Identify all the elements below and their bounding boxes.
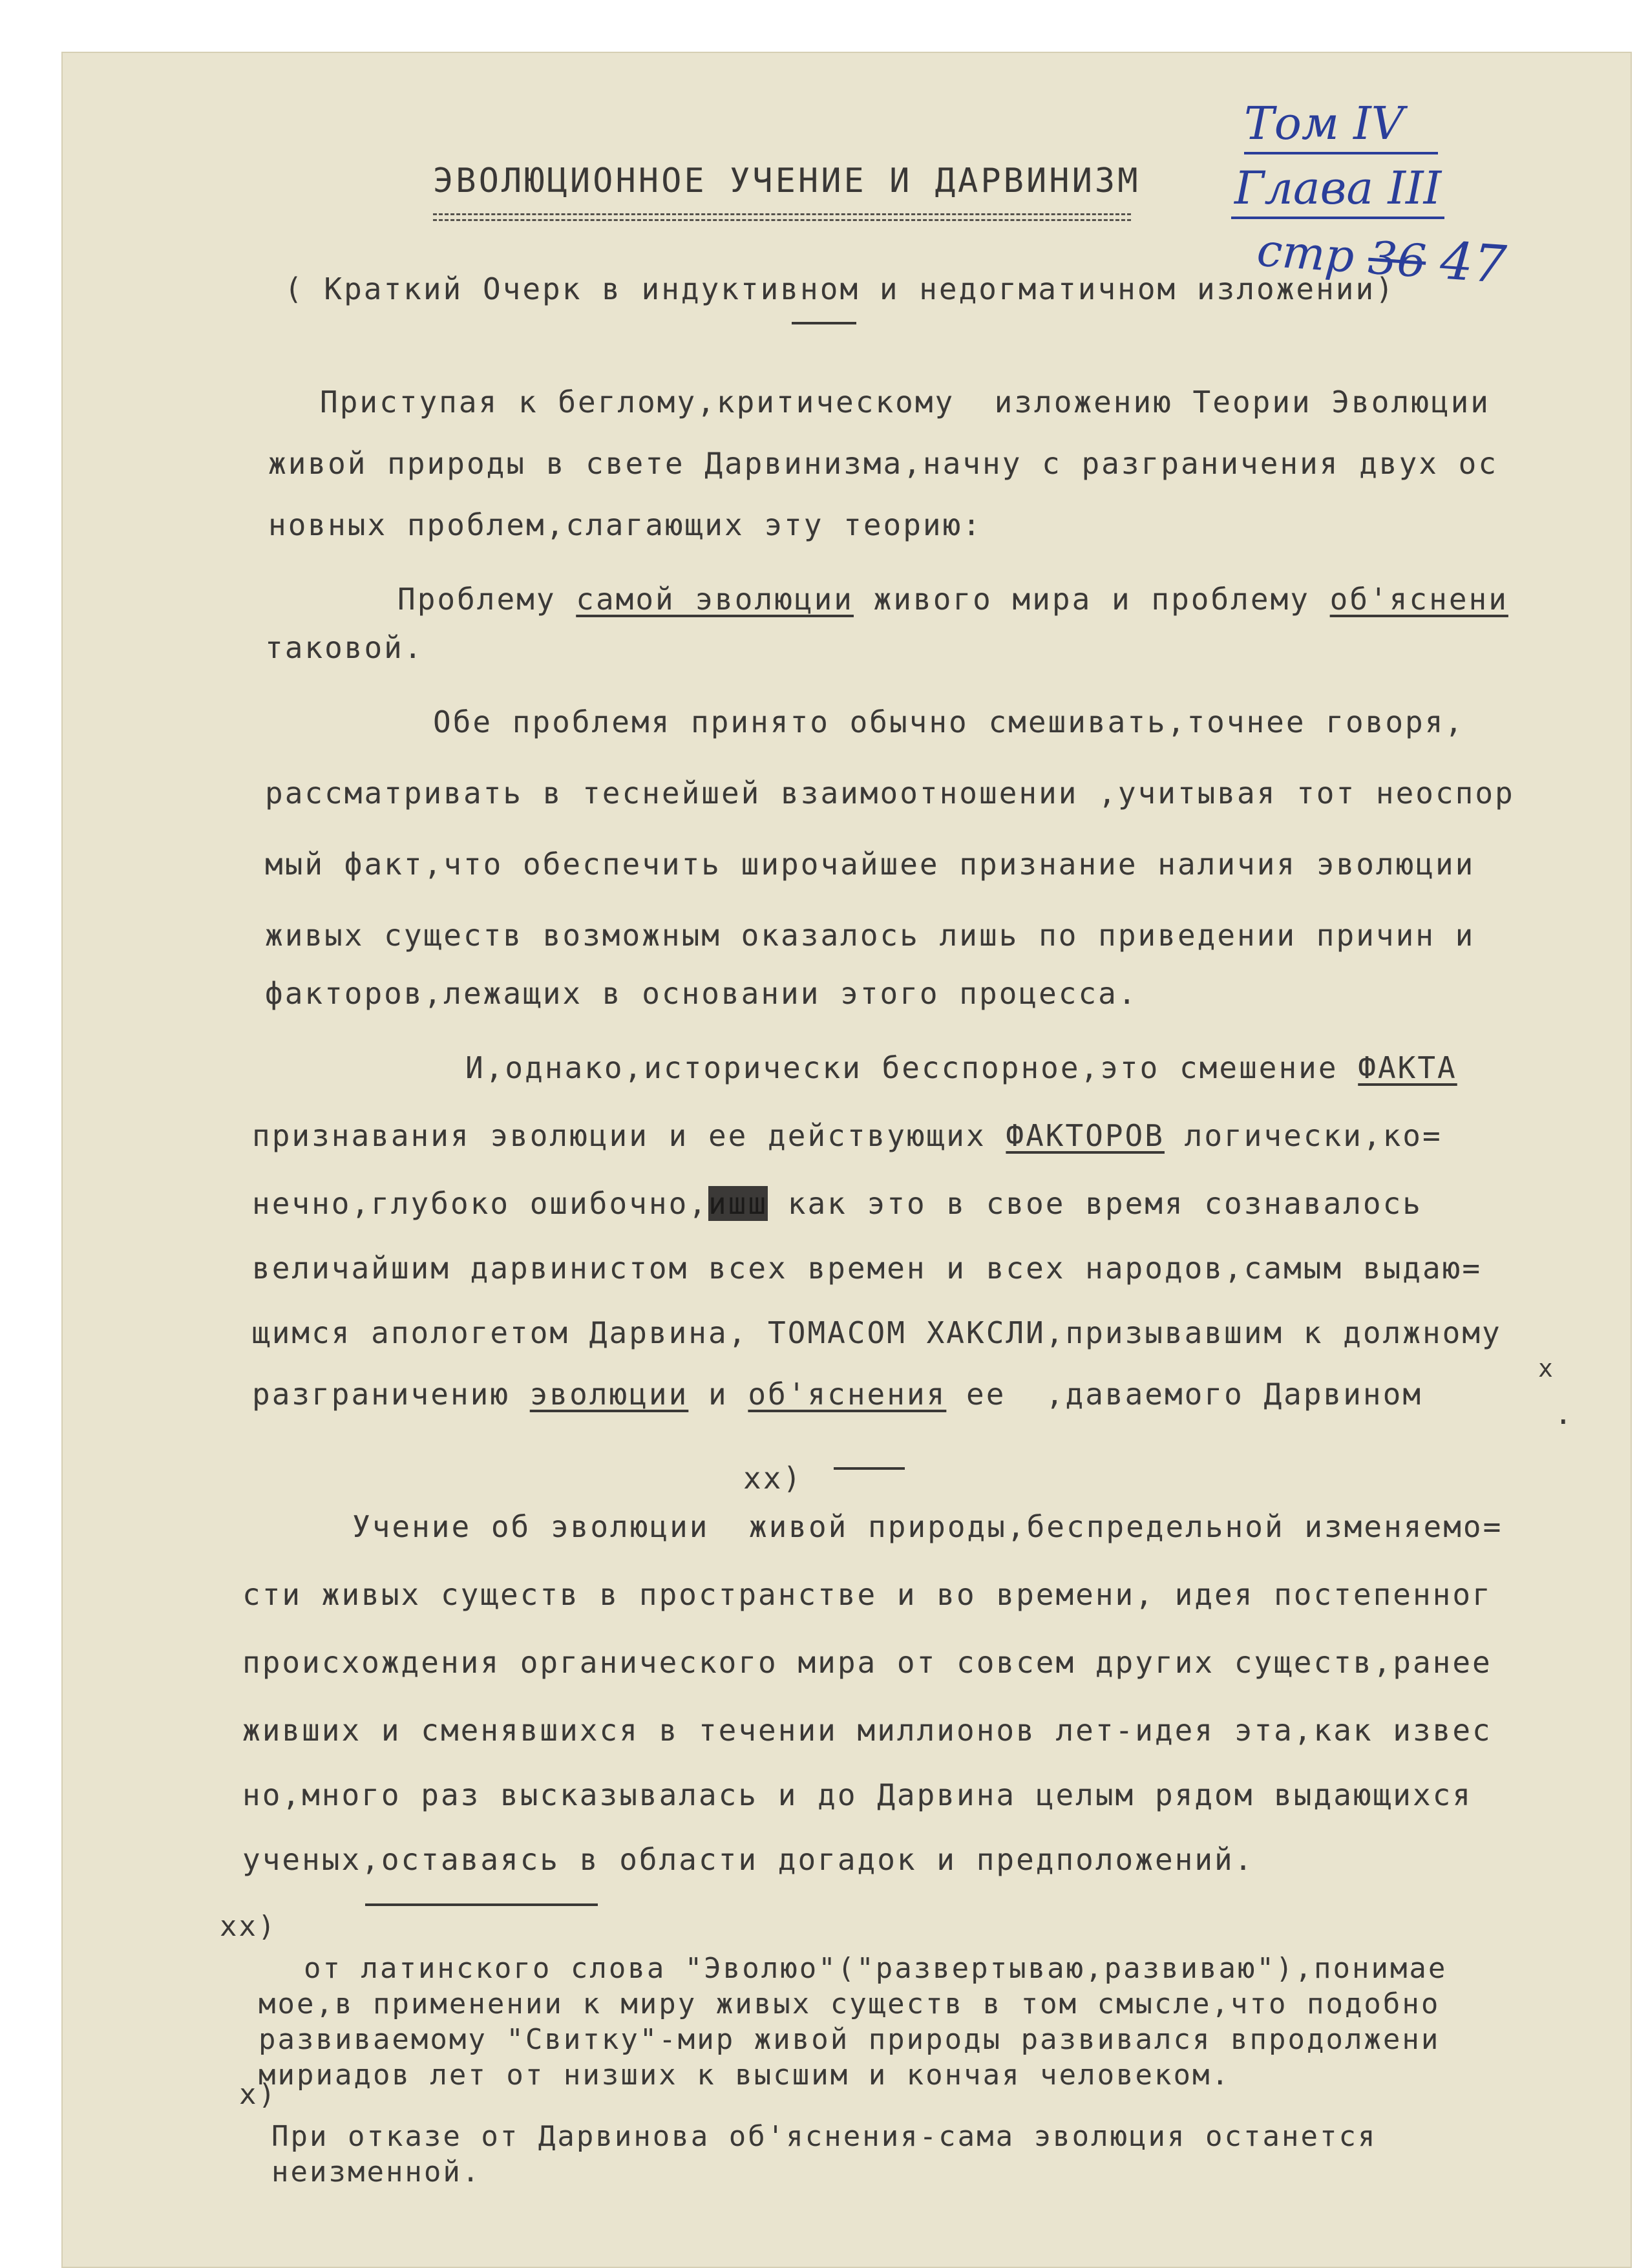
text-run: нечно,глубоко ошибочно, <box>252 1186 708 1221</box>
text-line: новных проблем,слагающих эту теорию: <box>268 507 982 542</box>
handwritten-page-label: стр <box>1255 223 1357 283</box>
text-run: признавания эволюции и ее действующих <box>252 1118 1006 1153</box>
text-line: Обе проблемя принято обычно смешивать,точнее говоря, <box>433 705 1465 739</box>
text-line <box>252 1186 1422 1221</box>
short-divider <box>792 322 856 324</box>
short-divider <box>834 1467 905 1470</box>
underlined-text: об'яснения <box>748 1377 947 1412</box>
text-line: Приступая к беглому,критическому изложению Теории Эволюции <box>320 385 1490 419</box>
text-line: рассматривать в теснейшей взаимоотношении ,учитывая тот неоспор <box>265 776 1515 811</box>
text-run: Проблему <box>397 582 576 617</box>
text-line: живших и сменявшихся в течении миллионов лет-идея эта,как извес <box>242 1713 1492 1748</box>
document-title: ЭВОЛЮЦИОННОЕ УЧЕНИЕ И ДАРВИНИЗМ <box>433 162 1141 200</box>
footnote-marker: х) <box>239 2078 277 2111</box>
handwritten-volume: Том IV <box>1244 97 1404 150</box>
text-line: факторов,лежащих в основании этого процесса. <box>265 976 1138 1011</box>
text-run: и <box>688 1377 748 1412</box>
footnote-marker: хх) <box>220 1910 277 1943</box>
footnote-line: неизменной. <box>271 2156 481 2189</box>
footnote-marker: хх) <box>743 1461 803 1496</box>
text-line: щимся апологетом Дарвина, ТОМАСОМ ХАКСЛИ,призывавшим к должному <box>252 1315 1502 1350</box>
text-run: И,однако,исторически бесспорное,это смешение <box>465 1050 1358 1085</box>
handwritten-page-new: 47 <box>1438 230 1508 295</box>
text-run: как это в свое время сознавалось <box>768 1186 1422 1221</box>
title-underline <box>433 213 1131 221</box>
text-line: Учение об эволюции живой природы,беспредельной изменяемо= <box>352 1509 1503 1544</box>
text-line: живых существ возможным оказалось лишь по приведении причин и <box>265 918 1475 953</box>
footnote-line: мириадов лет от низших к высшим и кончая человеком. <box>259 2059 1231 2092</box>
footnote-line: При отказе от Дарвинова об'яснения-сама эволюция останется <box>271 2120 1377 2153</box>
text-line <box>397 582 1508 617</box>
text-line <box>465 1050 1457 1085</box>
text-line: таковой. <box>265 630 424 665</box>
handwritten-underline <box>1244 152 1438 154</box>
struck-text: ишш <box>708 1186 768 1221</box>
text-line: ученых,оставаясь в области догадок и предположений. <box>242 1842 1254 1877</box>
underlined-text: ФАКТОРОВ <box>1006 1118 1165 1153</box>
underlined-text: об'яснени <box>1329 582 1508 617</box>
text-run: ее ,даваемого Дарвином <box>946 1377 1423 1412</box>
handwritten-chapter: Глава III <box>1234 162 1442 215</box>
document-subtitle: ( Краткий Очерк в индуктивном и недогматичном изложении) <box>284 271 1395 306</box>
text-line: происхождения органического мира от совсем других существ,ранее <box>242 1645 1492 1680</box>
text-line <box>252 1377 1422 1412</box>
text-line: живой природы в свете Дарвинизма,начну с разграничения двух ос <box>268 446 1499 481</box>
text-line: мый факт,что обеспечить широчайшее признание наличия эволюции <box>265 847 1475 882</box>
text-line: . <box>1554 1396 1574 1431</box>
underlined-text: эволюции <box>529 1377 689 1412</box>
text-line: величайшим дарвинистом всех времен и всех народов,самым выдаю= <box>252 1251 1483 1286</box>
text-run: живого мира и проблему <box>853 582 1330 617</box>
footnote-line: развиваемому "Свитку"-мир живой природы развивался впродолжени <box>259 2023 1441 2056</box>
text-line: но,много раз высказывалась и до Дарвина целым рядом выдающихся <box>242 1777 1473 1812</box>
text-line <box>252 1118 1442 1153</box>
footnote-line: от латинского слова "Эволюо"("развертываю,развиваю"),понимае <box>304 1952 1448 1985</box>
footnote-divider <box>365 1903 598 1906</box>
underlined-text: ФАКТА <box>1358 1050 1457 1085</box>
text-run: разграничению <box>252 1377 530 1412</box>
handwritten-page-old: 36 <box>1366 231 1428 288</box>
text-line: сти живых существ в пространстве и во времени, идея постепенног <box>242 1577 1492 1612</box>
underlined-text: самой эволюции <box>576 582 854 617</box>
footnote-line: мое,в применении к миру живых существ в том смысле,что подобно <box>259 1987 1441 2020</box>
footnote-marker: х <box>1538 1354 1555 1383</box>
text-run: логически,ко= <box>1164 1118 1442 1153</box>
